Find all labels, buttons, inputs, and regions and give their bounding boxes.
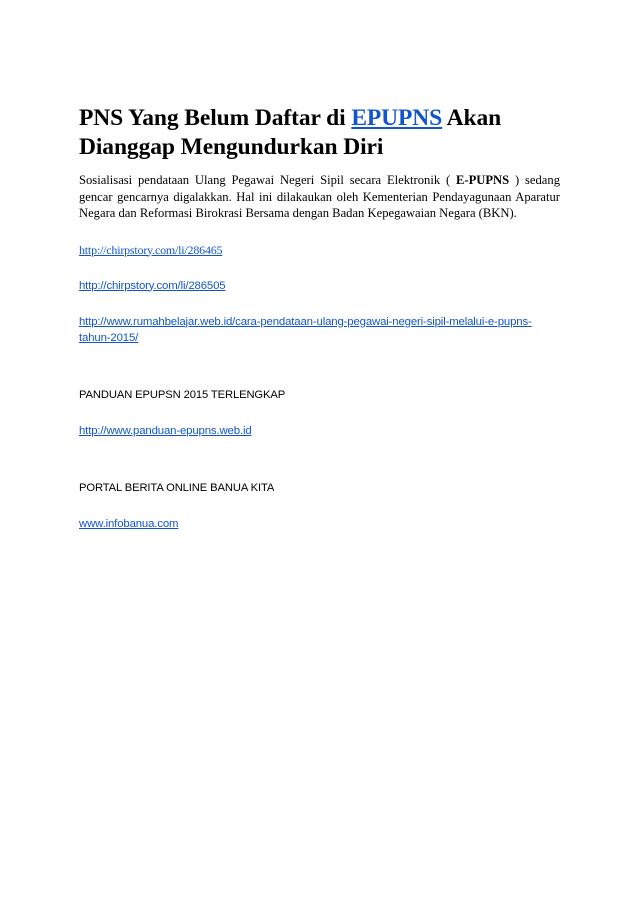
- spacer: [79, 439, 560, 480]
- chirpstory-link-2[interactable]: http://chirpstory.com/li/286505: [79, 279, 226, 292]
- spacer: [79, 258, 560, 278]
- intro-bold-term: E-PUPNS: [455, 173, 510, 187]
- section-heading-panduan: PANDUAN EPUPSN 2015 TERLENGKAP: [79, 388, 286, 401]
- section-heading-portal: PORTAL BERITA ONLINE BANUA KITA: [79, 481, 275, 494]
- panduan-epupns-link[interactable]: http://www.panduan-epupns.web.id: [79, 424, 252, 437]
- title-text-after: Akan Dianggap Mengundurkan Diri: [79, 105, 502, 160]
- spacer: [79, 496, 560, 516]
- title-epupns-link[interactable]: EPUPNS: [351, 105, 443, 131]
- intro-text-after: ) sedang gencar gencarnya digalakkan. Hal ini dilakaukan oleh Kementerian Pendayagunaan Aparatur Negara dan Reformasi Birokrasi Bersama dengan Badan Kepegawaian Negara (BKN).: [79, 173, 560, 220]
- title-text-before: PNS Yang Belum Daftar di: [79, 105, 352, 131]
- rumahbelajar-link[interactable]: http://www.rumahbelajar.web.id/cara-pendataan-ulang-pegawai-negeri-sipil-melalui-e-pupns-tahun-2015/: [79, 315, 532, 344]
- page-title: [79, 104, 560, 162]
- document-page: [79, 104, 560, 532]
- spacer: [79, 403, 560, 423]
- chirpstory-link-1[interactable]: http://chirpstory.com/li/286465: [79, 242, 223, 257]
- intro-paragraph: [79, 172, 560, 222]
- spacer: [79, 346, 560, 387]
- intro-text-before: Sosialisasi pendataan Ulang Pegawai Negeri Sipil secara Elektronik (: [79, 173, 456, 187]
- infobanua-link[interactable]: www.infobanua.com: [79, 517, 179, 530]
- spacer: [79, 294, 560, 314]
